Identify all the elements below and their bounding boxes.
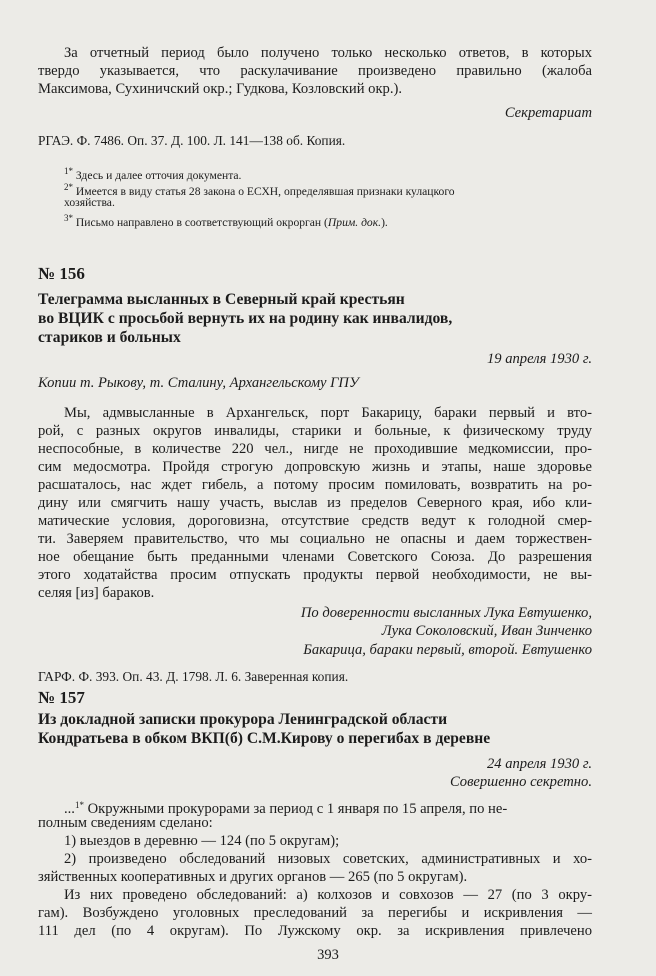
ellipsis: ... xyxy=(64,801,75,817)
doc157-title-line: Из докладной записки прокурора Ленинградской области xyxy=(38,711,448,728)
doc157-body-line: Из них проведено обследований: а) колхозов и совхозов — 27 (по 3 окру- xyxy=(64,887,592,903)
footnote xyxy=(64,211,388,230)
footnote-text: Имеется в виду статья 28 закона о ЕСХН, определявшая признаки кулацкого xyxy=(75,185,455,198)
doc156-source: ГАРФ. Ф. 393. Оп. 43. Д. 1798. Л. 6. Заверенная копия. xyxy=(38,669,349,684)
doc157-body-line: полным сведениям сделано: xyxy=(38,815,213,831)
doc156-body-line: расшаталось, нас ждет гибель, а потому просим помиловать, возвратить на ро- xyxy=(38,477,592,493)
doc156-body-line: селяя [из] бараков. xyxy=(38,585,155,601)
footnote-text: Здесь и далее отточия документа. xyxy=(75,169,242,182)
doc157-body-line: 111 дел (по 4 округам). По Лужскому окр. за искривления привлечено xyxy=(38,923,592,939)
doc157-classification: Совершенно секретно. xyxy=(449,774,592,790)
doc156-title-line: Телеграмма высланных в Северный край крестьян xyxy=(38,291,405,308)
top-paragraph-line: Максимова, Сухиничский окр.; Гудкова, Козловский окр.). xyxy=(38,81,403,97)
doc157-body-line: 2) произведено обследований низовых советских, административных и хо- xyxy=(64,851,592,867)
footnote-mark: 1* xyxy=(74,800,84,810)
doc156-copies: Копии т. Рыкову, т. Сталину, Архангельскому ГПУ xyxy=(38,375,359,391)
doc156-body-line: Мы, адмвысланные в Архангельск, порт Бакарицу, бараки первый и вто- xyxy=(64,405,592,421)
doc157-number: № 157 xyxy=(38,688,85,707)
body-text: Окружными прокурорами за период с 1 января по 15 апреля, по не- xyxy=(83,801,508,817)
top-source: РГАЭ. Ф. 7486. Оп. 37. Д. 100. Л. 141—138 об. Копия. xyxy=(38,133,346,148)
doc156-number: № 156 xyxy=(38,264,85,283)
doc156-body-line: сим медосмотра. Пройдя строгую допровскую жизнь и этапы, наше здоровье xyxy=(38,459,592,475)
top-signature: Секретариат xyxy=(504,105,592,121)
doc157-date: 24 апреля 1930 г. xyxy=(486,756,592,772)
footnote-mark: 3* xyxy=(64,213,73,223)
doc156-body-line: ное обещание быть преданными членами Советского Союза. До разрешения xyxy=(38,549,592,565)
footnote xyxy=(64,195,115,210)
doc156-date: 19 апреля 1930 г. xyxy=(486,351,592,367)
page-number: 393 xyxy=(317,947,339,963)
doc156-body-line: дину или смягчить нашу участь, выслав из пределов Северного края, ибо кли- xyxy=(38,495,592,511)
doc156-title-line: во ВЦИК с просьбой вернуть их на родину как инвалидов, xyxy=(38,310,453,327)
top-paragraph-line: За отчетный период было получено только несколько ответов, в которых xyxy=(64,45,592,61)
doc156-body-line: ти. Заверяем правительство, что мы социально не опасны и даем торжествен- xyxy=(38,531,592,547)
footnote-tail: ). xyxy=(381,216,388,229)
top-paragraph-line: твердо указывается, что раскулачивание произведено правильно (жалоба xyxy=(38,63,592,79)
doc157-body-line: гам). Возбуждено уголовных преследований за перегибы и искривления — xyxy=(38,905,592,921)
doc156-signature-line: По доверенности высланных Лука Евтушенко, xyxy=(300,605,592,621)
doc156-body-line: рой, с разных округов инвалиды, старики и больные, к физическому труду xyxy=(38,423,592,439)
doc156-signature-line: Бакарица, бараки первый, второй. Евтушенко xyxy=(303,642,592,658)
footnote-italic: Прим. док. xyxy=(327,216,382,229)
doc157-title-line: Кондратьева в обком ВКП(б) С.М.Кирову о перегибах в деревне xyxy=(38,730,491,747)
doc156-title-line: стариков и больных xyxy=(38,329,181,346)
footnote-text: хозяйства. xyxy=(64,196,115,209)
doc156-body-line: матические условия, дороговизна, отсутствие средств ведут к голодной смер- xyxy=(38,513,592,529)
doc157-body-line: 1) выездов в деревню — 124 (по 5 округам); xyxy=(64,833,340,849)
footnote-text: Письмо направлено в соответствующий окрорган ( xyxy=(75,216,328,229)
footnote-mark: 1* xyxy=(64,166,73,176)
footnote-mark: 2* xyxy=(64,182,73,192)
footnote xyxy=(64,180,455,199)
doc157-body-line: зяйственных кооперативных и других органов — 265 (по 5 округам). xyxy=(38,869,468,885)
doc156-signature-line: Лука Соколовский, Иван Зинченко xyxy=(381,623,592,639)
doc156-body-line: неспособные, в количестве 220 чел., нигде не проходившие медкомиссии, про- xyxy=(38,441,592,457)
doc156-body-line: этого ходатайства просим отпускать продукты первой необходимости, не вы- xyxy=(38,567,592,583)
